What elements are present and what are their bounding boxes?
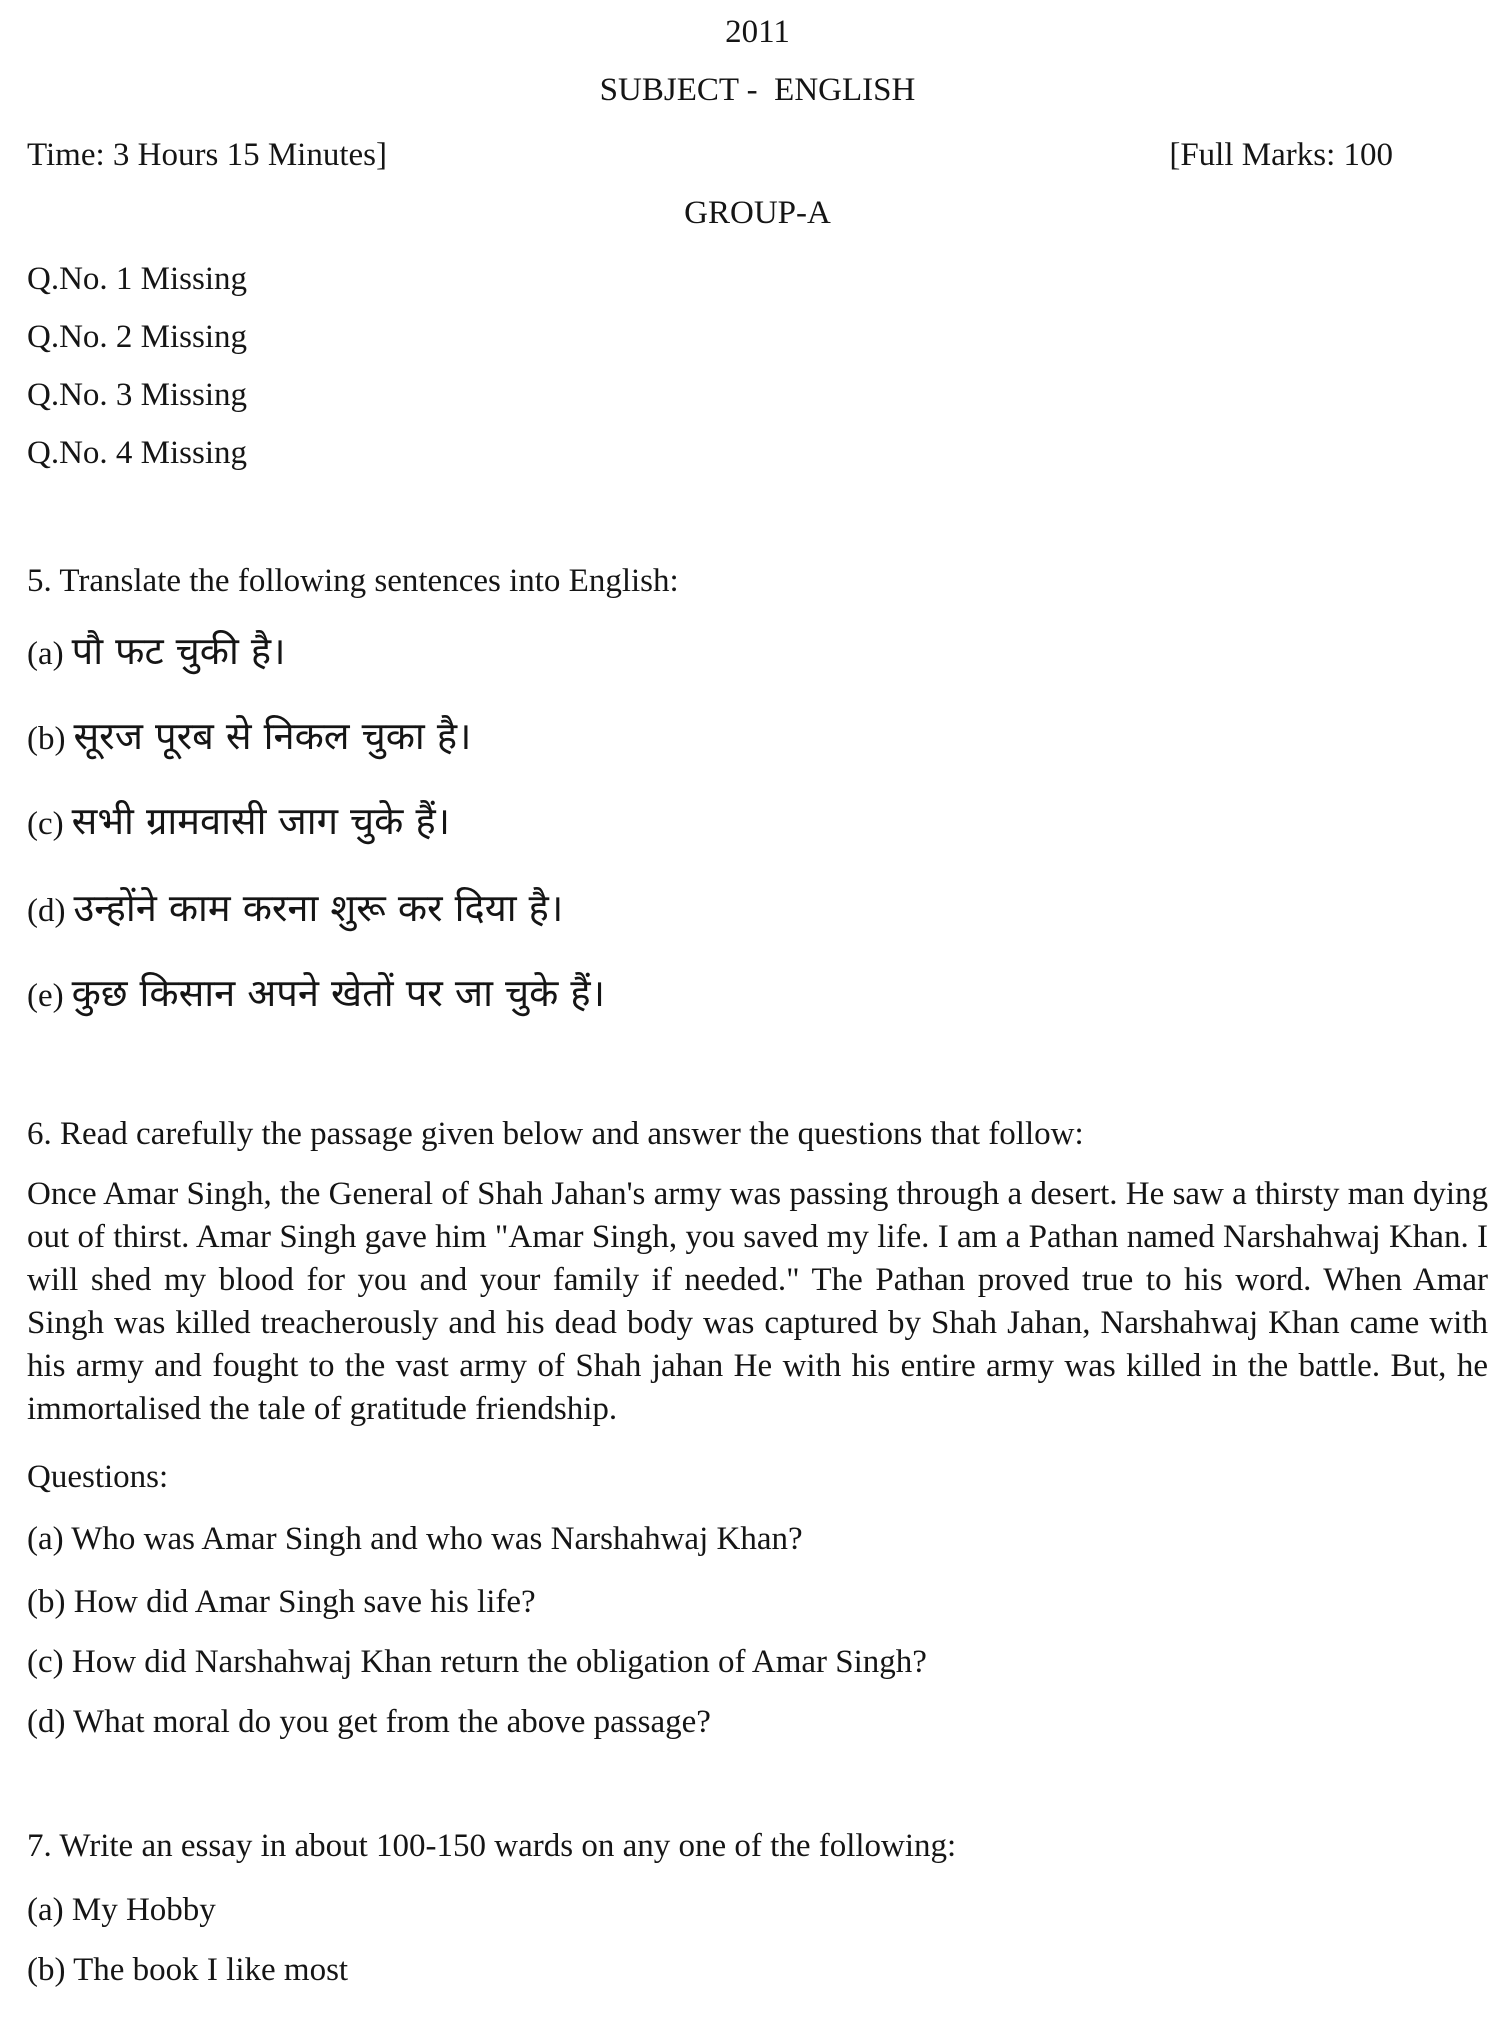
q5-sentence-c bbox=[27, 793, 1488, 852]
time-marks-row bbox=[27, 133, 1488, 177]
q5-sentence-e bbox=[27, 965, 1488, 1024]
q5-sentence-e-text: कुछ किसान अपने खेतों पर जा चुके हैं। bbox=[71, 971, 606, 1015]
missing-question-3: Q.No. 3 Missing bbox=[27, 377, 248, 413]
group-heading: GROUP-A bbox=[684, 195, 831, 231]
q5-sentence-d-text: उन्होंने काम करना शुरू कर दिया है। bbox=[73, 886, 564, 930]
q7-option-b: (b) The book I like most bbox=[27, 1952, 349, 1988]
q5-sentence-d bbox=[27, 880, 1488, 939]
q5-sentence-b-label: (b) bbox=[27, 721, 66, 757]
q6-question-d: (d) What moral do you get from the above passage? bbox=[27, 1704, 711, 1740]
full-marks: [Full Marks: 100 bbox=[1169, 137, 1393, 173]
missing-question-4: Q.No. 4 Missing bbox=[27, 435, 248, 471]
q5-sentence-a-text: पौ फट चुकी है। bbox=[71, 629, 286, 673]
q6-question-a: (a) Who was Amar Singh and who was Narshahwaj Khan? bbox=[27, 1521, 803, 1557]
question-7-title: 7. Write an essay in about 100-150 wards on any one of the following: bbox=[27, 1828, 957, 1864]
reading-passage: Once Amar Singh, the General of Shah Jahan's army was passing through a desert. He saw a thirsty man dying out of thirst. Amar Singh gave him "Amar Singh, you saved my life. I am a Pathan named Narshahwaj Khan. I will shed my blood for you and your family if needed." The Pathan proved true to his word. When Amar Singh was killed treacherously and his dead body was captured by Shah Jahan, Narshahwaj Khan came with his army and fought to the vast army of Shah jahan He with his entire army was killed in the battle. But, he immortalised the tale of gratitude friendship. bbox=[27, 1176, 1488, 1427]
q7-option-a: (a) My Hobby bbox=[27, 1892, 216, 1928]
questions-label: Questions: bbox=[27, 1459, 169, 1495]
q5-sentence-c-text: सभी ग्रामवासी जाग चुके हैं। bbox=[71, 799, 451, 843]
time-allowed: Time: 3 Hours 15 Minutes] bbox=[27, 137, 387, 173]
q5-sentence-b bbox=[27, 708, 1488, 767]
question-5-title: 5. Translate the following sentences into English: bbox=[27, 563, 679, 599]
q5-sentence-a bbox=[27, 623, 1488, 682]
question-6-title: 6. Read carefully the passage given below and answer the questions that follow: bbox=[27, 1116, 1084, 1152]
q6-question-b: (b) How did Amar Singh save his life? bbox=[27, 1584, 536, 1620]
q5-sentence-c-label: (c) bbox=[27, 806, 64, 842]
subject-title: SUBJECT - ENGLISH bbox=[599, 72, 916, 108]
missing-question-1: Q.No. 1 Missing bbox=[27, 261, 248, 297]
q5-sentence-a-label: (a) bbox=[27, 636, 64, 672]
q5-sentence-d-label: (d) bbox=[27, 893, 66, 929]
missing-question-2: Q.No. 2 Missing bbox=[27, 319, 248, 355]
q6-question-c: (c) How did Narshahwaj Khan return the obligation of Amar Singh? bbox=[27, 1644, 927, 1680]
exam-year: 2011 bbox=[725, 14, 790, 50]
q5-sentence-b-text: सूरज पूरब से निकल चुका है। bbox=[73, 714, 472, 758]
q5-sentence-e-label: (e) bbox=[27, 978, 64, 1014]
